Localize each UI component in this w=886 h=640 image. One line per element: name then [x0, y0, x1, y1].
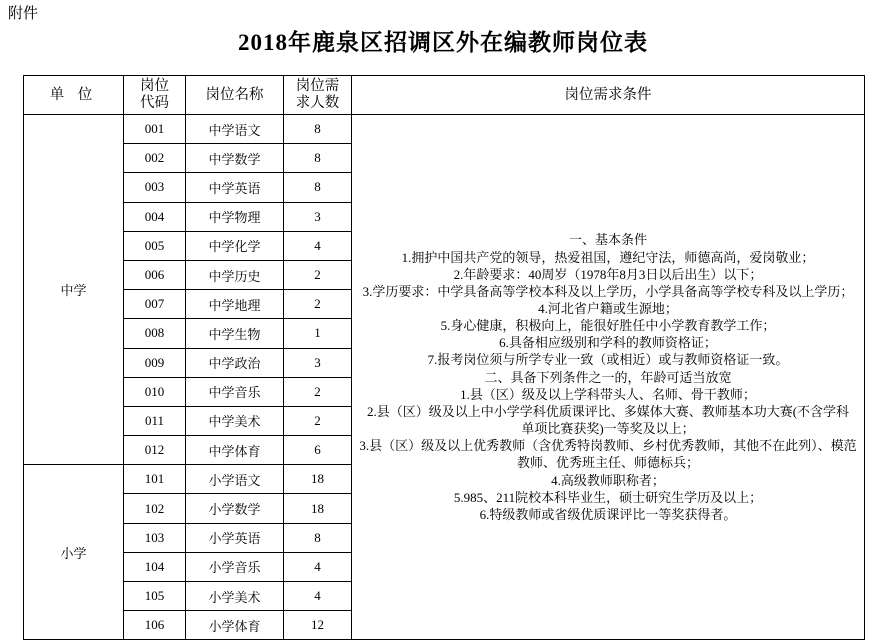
position-count-cell: 18	[284, 494, 352, 523]
requirement-line: 4.河北省户籍或生源地；	[538, 300, 678, 316]
column-header-requirements: 岗位需求条件	[352, 76, 865, 115]
column-header-number	[284, 76, 352, 115]
position-count-cell: 6	[284, 436, 352, 465]
position-name-cell: 中学体育	[186, 436, 284, 465]
page-title: 2018年鹿泉区招调区外在编教师岗位表	[238, 30, 648, 55]
requirement-line: 7.报考岗位须与所学专业一致（或相近）或与教师资格证一致。	[427, 352, 789, 368]
requirement-line: 1.县（区）级及以上学科带头人、名师、骨干教师；	[460, 386, 756, 402]
position-code-cell: 002	[124, 144, 186, 173]
position-count-cell: 2	[284, 406, 352, 435]
requirement-line: 单项比赛获奖)一等奖及以上；	[521, 421, 695, 437]
requirement-line: 6.特级教师或省级优质课评比一等奖获得者。	[479, 506, 737, 522]
position-count-cell: 4	[284, 231, 352, 260]
column-header-unit-label: 单 位	[49, 86, 98, 103]
position-code-cell: 005	[124, 231, 186, 260]
requirement-line: 2.县（区）级及以上中小学学科优质课评比、多媒体大赛、教师基本功大赛(不含学科	[366, 403, 850, 419]
position-code-cell: 106	[124, 611, 186, 640]
position-count-cell: 3	[284, 348, 352, 377]
position-name-cell: 小学美术	[186, 582, 284, 611]
position-name-cell: 小学体育	[186, 611, 284, 640]
position-name-cell: 中学英语	[186, 173, 284, 202]
requirement-line: 一、基本条件	[568, 232, 647, 248]
position-code-cell: 105	[124, 582, 186, 611]
position-code-cell: 010	[124, 377, 186, 406]
requirement-line: 3.学历要求：中学具备高等学校本科及以上学历，小学具备高等学校专科及以上学历；	[362, 283, 854, 299]
position-count-cell: 8	[284, 173, 352, 202]
position-name-cell: 小学音乐	[186, 552, 284, 581]
position-count-cell: 8	[284, 144, 352, 173]
position-name-cell: 中学生物	[186, 319, 284, 348]
unit-cell: 小学	[24, 465, 124, 640]
position-code-cell: 003	[124, 173, 186, 202]
position-code-cell: 101	[124, 465, 186, 494]
position-code-cell: 102	[124, 494, 186, 523]
position-code-cell: 009	[124, 348, 186, 377]
position-name-cell: 中学数学	[186, 144, 284, 173]
column-header-code-line2: 代码	[140, 95, 169, 111]
position-code-cell: 006	[124, 260, 186, 289]
position-name-cell: 中学物理	[186, 202, 284, 231]
position-code-cell: 007	[124, 290, 186, 319]
column-header-number-line1: 岗位需	[295, 78, 340, 95]
position-count-cell: 12	[284, 611, 352, 640]
requirement-line: 4.高级教师职称者；	[551, 472, 665, 488]
position-name-cell: 中学政治	[186, 348, 284, 377]
position-code-cell: 012	[124, 436, 186, 465]
requirements-cell	[352, 115, 865, 640]
position-name-cell: 小学英语	[186, 523, 284, 552]
position-code-cell: 004	[124, 202, 186, 231]
position-count-cell: 3	[284, 202, 352, 231]
position-name-cell: 中学语文	[186, 115, 284, 144]
job-positions-table	[23, 75, 865, 640]
table-header-row	[24, 76, 865, 115]
requirement-line: 6.具备相应级别和学科的教师资格证；	[499, 335, 717, 351]
position-name-cell: 小学数学	[186, 494, 284, 523]
column-header-unit	[24, 76, 124, 115]
requirement-line: 1.拥护中国共产党的领导，热爱祖国，遵纪守法，师德高尚，爱岗敬业；	[401, 249, 815, 265]
requirement-line: 教师、优秀班主任、师德标兵；	[516, 455, 699, 471]
position-count-cell: 2	[284, 377, 352, 406]
position-name-cell: 小学语文	[186, 465, 284, 494]
requirement-line: 2.年龄要求：40周岁（1978年8月3日以后出生）以下；	[453, 266, 763, 282]
position-count-cell: 4	[284, 582, 352, 611]
attachment-label: 附件	[8, 6, 39, 22]
position-name-cell: 中学美术	[186, 406, 284, 435]
position-count-cell: 1	[284, 319, 352, 348]
position-count-cell: 2	[284, 290, 352, 319]
position-name-cell: 中学音乐	[186, 377, 284, 406]
table-row	[24, 115, 865, 144]
unit-cell: 中学	[24, 115, 124, 465]
position-count-cell: 8	[284, 115, 352, 144]
position-name-cell: 中学历史	[186, 260, 284, 289]
requirement-line: 二、具备下列条件之一的，年龄可适当放宽	[484, 369, 732, 385]
position-name-cell: 中学地理	[186, 290, 284, 319]
position-code-cell: 103	[124, 523, 186, 552]
column-header-number-line2: 求人数	[295, 95, 340, 111]
requirement-line: 5.身心健康，积极向上，能很好胜任中小学教育教学工作；	[440, 318, 776, 334]
position-count-cell: 2	[284, 260, 352, 289]
position-code-cell: 011	[124, 406, 186, 435]
column-header-code-line1: 岗位	[140, 78, 169, 95]
table-body	[24, 115, 865, 640]
position-code-cell: 001	[124, 115, 186, 144]
position-count-cell: 8	[284, 523, 352, 552]
position-count-cell: 4	[284, 552, 352, 581]
column-header-name: 岗位名称	[186, 76, 284, 115]
column-header-code	[124, 76, 186, 115]
position-name-cell: 中学化学	[186, 231, 284, 260]
requirement-line: 5.985、211院校本科毕业生，硕士研究生学历及以上；	[453, 489, 763, 505]
position-code-cell: 104	[124, 552, 186, 581]
position-count-cell: 18	[284, 465, 352, 494]
position-code-cell: 008	[124, 319, 186, 348]
requirement-line: 3.县（区）级及以上优秀教师（含优秀特岗教师、乡村优秀教师，其他不在此列）、模范	[359, 438, 857, 454]
